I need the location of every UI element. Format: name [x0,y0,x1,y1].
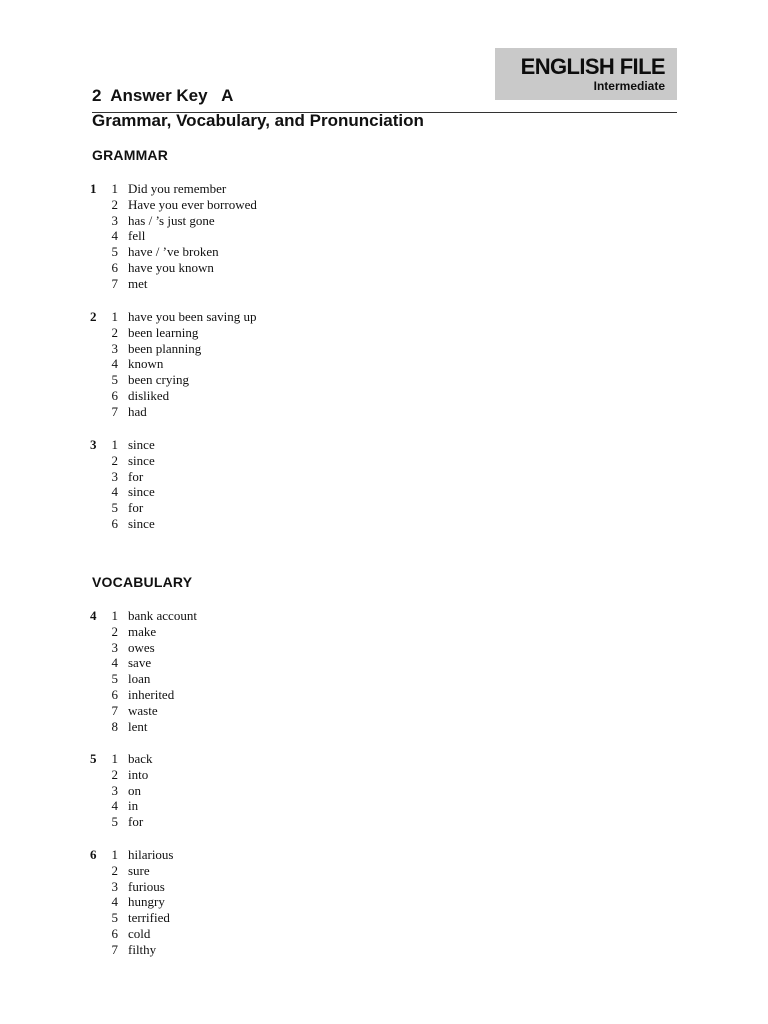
answer-number: 5 [111,910,118,926]
answer-number: 3 [111,212,118,228]
answer-number: 7 [111,702,118,718]
answer-text: Have you ever borrowed [128,196,257,212]
answer-text: been planning [128,340,202,356]
answer-item [0,500,600,516]
answer-number: 7 [111,275,118,291]
answer-text: back [128,751,153,766]
answer-text: since [128,452,155,468]
answer-text: furious [128,878,165,894]
answer-number: 5 [111,814,118,830]
logo-subtitle: Intermediate [593,79,665,93]
answer-item [0,640,600,656]
answer-item [0,484,600,500]
answer-text: hungry [128,894,165,910]
answer-list [0,608,600,734]
answer-number: 7 [111,941,118,957]
answer-number: 4 [111,356,118,372]
answer-number: 3 [111,639,118,655]
answer-item [0,814,600,830]
answer-number: 3 [111,468,118,484]
answer-number: 5 [111,372,118,388]
answer-number: 1 [111,181,118,196]
answer-item [0,751,600,767]
exercise-number: 6 [90,847,97,862]
answer-number: 4 [111,228,118,244]
answer-text: in [128,798,139,814]
answer-text: met [128,275,148,291]
answer-text: have you known [128,259,214,275]
answer-item [0,687,600,703]
answer-item [0,783,600,799]
answer-number: 2 [111,324,118,340]
answer-item [0,798,600,814]
answer-item [0,276,600,292]
answer-number: 2 [111,196,118,212]
answer-text: known [128,356,164,372]
answer-item [0,608,600,624]
exercise-number: 4 [90,608,97,623]
answer-number: 1 [111,309,118,324]
answer-number: 5 [111,671,118,687]
answer-text: lent [128,718,148,734]
answer-number: 6 [111,387,118,403]
exercise-number: 1 [90,181,97,196]
answer-number: 3 [111,878,118,894]
answer-text: had [128,403,147,419]
answer-item [0,356,600,372]
answer-number: 7 [111,403,118,419]
answer-text: hilarious [128,847,174,862]
exercise-number: 5 [90,751,97,766]
answer-text: for [128,468,144,484]
answer-text: owes [128,639,155,655]
exercise-number: 3 [90,437,97,452]
answer-item [0,894,600,910]
answer-text: has / ’s just gone [128,212,215,228]
answer-text: bank account [128,608,197,623]
answer-number: 6 [111,259,118,275]
answer-text: since [128,437,155,452]
answer-text: waste [128,702,158,718]
answer-number: 2 [111,862,118,878]
vocabulary-heading: VOCABULARY [92,574,193,590]
logo-title: ENGLISH FILE [520,54,665,79]
answer-text: for [128,814,144,830]
answer-number: 3 [111,340,118,356]
answer-item [0,847,600,863]
answer-text: make [128,623,157,639]
answer-text: since [128,515,155,531]
answer-number: 4 [111,894,118,910]
answer-item [0,341,600,357]
answer-text: inherited [128,686,175,702]
answer-number: 1 [111,751,118,766]
answer-number: 2 [111,452,118,468]
answer-text: since [128,484,155,500]
answer-item [0,244,600,260]
answer-number: 5 [111,244,118,260]
answer-list [0,181,600,292]
answer-item [0,437,600,453]
answer-item [0,469,600,485]
exercise-number: 2 [90,309,97,324]
answer-text: fell [128,228,146,244]
answer-item [0,309,600,325]
answer-item [0,671,600,687]
answer-text: on [128,782,141,798]
answer-text: have / ’ve broken [128,244,219,260]
answer-number: 3 [111,782,118,798]
answer-list [0,847,600,958]
answer-item [0,879,600,895]
grammar-heading: GRAMMAR [92,147,169,163]
answer-text: cold [128,925,151,941]
answer-item [0,655,600,671]
answer-number: 5 [111,500,118,516]
answer-text: been crying [128,372,190,388]
answer-text: have you been saving up [128,309,257,324]
answer-number: 1 [111,608,118,623]
page-subtitle: Grammar, Vocabulary, and Pronunciation [92,111,424,130]
answer-item [0,863,600,879]
answer-number: 1 [111,847,118,862]
answer-item [0,260,600,276]
answer-item [0,719,600,735]
answer-list [0,437,600,532]
answer-item [0,197,600,213]
answer-text: into [128,766,149,782]
answer-number: 1 [111,437,118,452]
page-title: 2 Answer Key A [92,86,234,105]
answer-item [0,213,600,229]
answer-number: 4 [111,798,118,814]
answer-item [0,703,600,719]
answer-item [0,181,600,197]
answer-item [0,228,600,244]
answer-item [0,767,600,783]
answer-number: 8 [111,718,118,734]
english-file-logo [495,48,677,100]
answer-list [0,751,600,830]
answer-text: been learning [128,324,199,340]
answer-item [0,910,600,926]
answer-text: filthy [128,941,157,957]
answer-text: disliked [128,387,170,403]
answer-number: 6 [111,686,118,702]
answer-text: save [128,655,152,671]
answer-text: terrified [128,910,170,926]
answer-item [0,388,600,404]
answer-list [0,309,600,420]
answer-number: 2 [111,623,118,639]
answer-item [0,624,600,640]
answer-item [0,926,600,942]
answer-number: 4 [111,484,118,500]
answer-item [0,516,600,532]
answer-text: sure [128,862,150,878]
answer-text: Did you remember [128,181,227,196]
answer-item [0,325,600,341]
answer-item [0,453,600,469]
answer-text: loan [128,671,151,687]
answer-item [0,404,600,420]
answer-number: 6 [111,925,118,941]
answer-item [0,372,600,388]
answer-number: 2 [111,766,118,782]
answer-item [0,942,600,958]
answer-number: 6 [111,515,118,531]
answer-text: for [128,500,144,516]
answer-number: 4 [111,655,118,671]
